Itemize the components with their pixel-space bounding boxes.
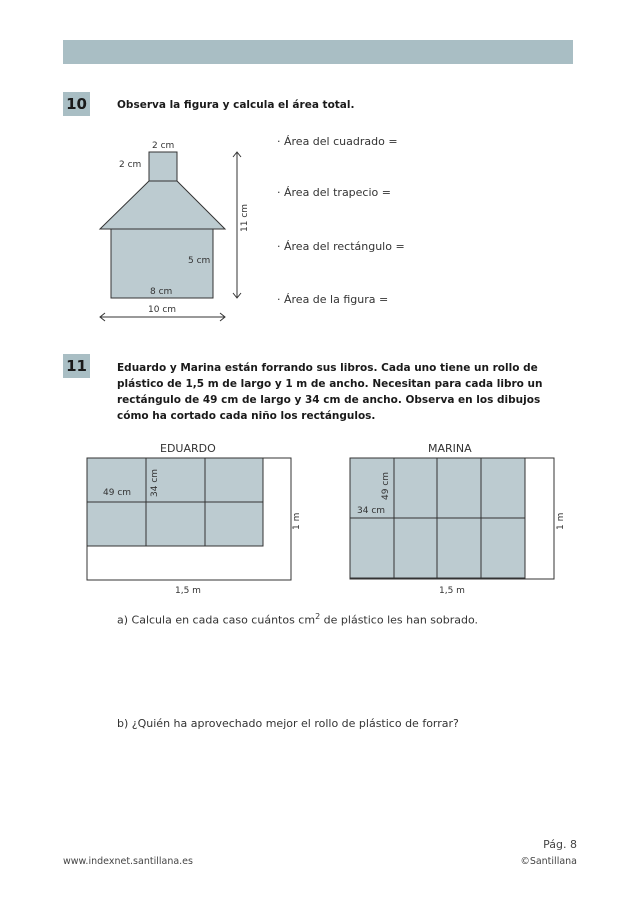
- trapezoid-base-label: 10 cm: [148, 305, 177, 315]
- question-a-text-start: a) Calcula en cada caso cuántos cm: [117, 613, 316, 627]
- question-trapezoid-area: · Área del trapecio =: [277, 186, 391, 199]
- marina-title: MARINA: [428, 442, 472, 455]
- marina-height-label: 1 m: [556, 512, 566, 530]
- rect-height-label: 5 cm: [188, 256, 211, 266]
- exercise-instruction: Eduardo y Marina están forrando sus libros. Cada uno tiene un rollo de plástico de 1,5 m de largo y 1 m de ancho. Necesitan para cada libro un rectángulo de 49 cm de largo y 34 cm de ancho. Observa en los dibujos cómo ha cortado cada niño los rectángulos.: [117, 362, 543, 422]
- eduardo-width-label: 1,5 m: [175, 586, 201, 596]
- height-label: 11 cm: [240, 203, 250, 232]
- marina-width-label: 1,5 m: [439, 586, 465, 596]
- question-a-superscript: 2: [315, 612, 321, 621]
- question-square-area: · Área del cuadrado =: [277, 135, 398, 148]
- square-top-label: 2 cm: [152, 141, 175, 151]
- question-b: b) ¿Quién ha aprovechado mejor el rollo de plástico de forrar?: [117, 717, 459, 730]
- marina-long-label: 49 cm: [381, 471, 391, 500]
- eduardo-long-label: 49 cm: [103, 488, 132, 498]
- eduardo-rectangles: [87, 458, 263, 546]
- question-figure-area: · Área de la figura =: [277, 293, 389, 306]
- eduardo-height-label: 1 m: [292, 512, 302, 530]
- marina-short-label: 34 cm: [357, 506, 386, 516]
- question-rectangle-area: · Área del rectángulo =: [277, 240, 405, 253]
- eduardo-short-label: 34 cm: [150, 468, 160, 497]
- copyright: ©Santillana: [520, 856, 577, 867]
- exercise-instruction: Observa la figura y calcula el área total.: [117, 99, 355, 111]
- marina-rectangles: [350, 458, 525, 578]
- question-a: [117, 612, 478, 627]
- website-link[interactable]: www.indexnet.santillana.es: [63, 856, 193, 867]
- question-a-text-end: de plástico les han sobrado.: [320, 613, 479, 627]
- exercise-number-badge: 11: [63, 354, 90, 378]
- rect-base-label: 8 cm: [150, 287, 173, 297]
- page-number: Pág. 8: [543, 838, 577, 851]
- square-side-label: 2 cm: [119, 160, 142, 170]
- exercise-number-badge: 10: [63, 92, 90, 116]
- eduardo-title: EDUARDO: [160, 442, 216, 455]
